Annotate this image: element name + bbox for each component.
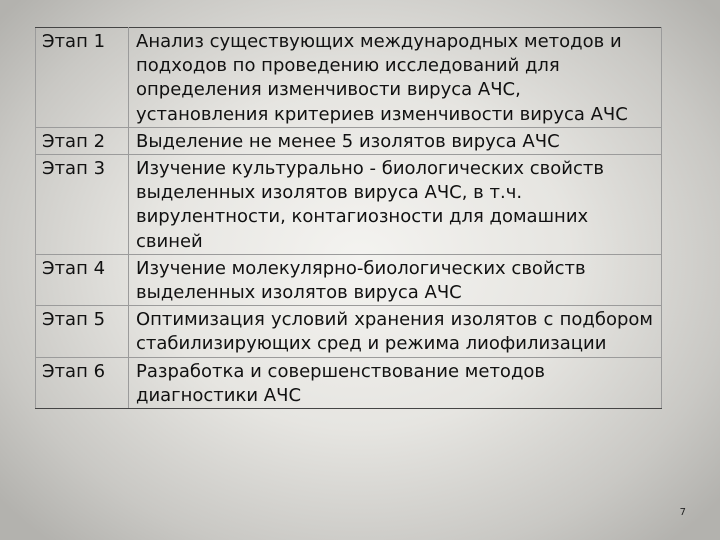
stage-label: Этап 5	[36, 306, 129, 357]
stage-label: Этап 4	[36, 254, 129, 305]
stage-description: Изучение культурально - биологических свойств выделенных изолятов вируса АЧС, в т.ч. вирулентности, контагиозности для домашних свиней	[129, 155, 662, 255]
stage-description: Анализ существующих международных методов и подходов по проведению исследований для определения изменчивости вируса АЧС, установления критериев изменчивости вируса АЧС	[129, 28, 662, 128]
stage-description: Оптимизация условий хранения изолятов с подбором стабилизирующих сред и режима лиофилизации	[129, 306, 662, 357]
stage-row	[36, 357, 662, 408]
stage-row	[36, 306, 662, 357]
stage-description: Выделение не менее 5 изолятов вируса АЧС	[129, 127, 662, 154]
stage-label: Этап 6	[36, 357, 129, 408]
stage-label: Этап 2	[36, 127, 129, 154]
stage-row	[36, 254, 662, 305]
stage-label: Этап 3	[36, 155, 129, 255]
stage-label: Этап 1	[36, 28, 129, 128]
stage-row	[36, 28, 662, 128]
stage-description: Разработка и совершенствование методов диагностики АЧС	[129, 357, 662, 408]
stage-description: Изучение молекулярно-биологических свойств выделенных изолятов вируса АЧС	[129, 254, 662, 305]
stage-row	[36, 155, 662, 255]
stage-row	[36, 127, 662, 154]
page-number: 7	[679, 507, 686, 518]
stages-table	[35, 27, 662, 409]
